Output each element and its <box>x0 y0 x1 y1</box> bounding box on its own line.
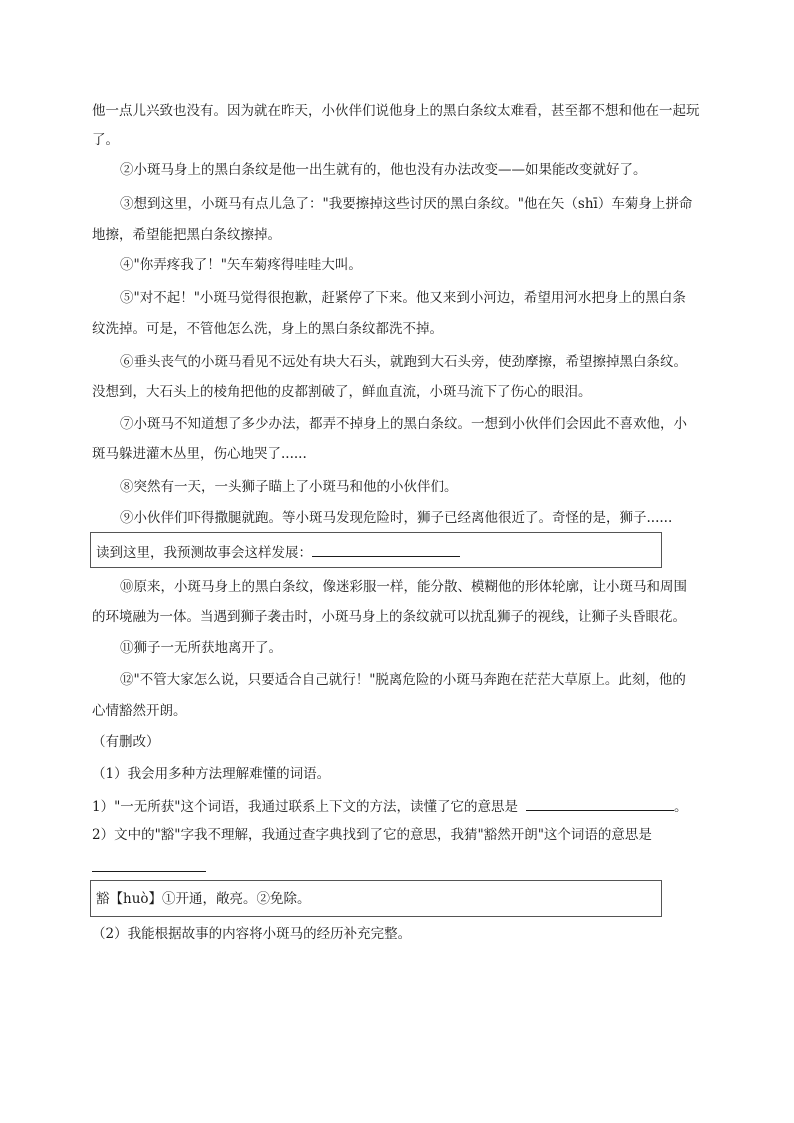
story-paragraph-2: ②小斑马身上的黑白条纹是他一出生就有的，他也没有办法改变——如果能改变就好了。 <box>120 162 647 178</box>
dictionary-entry: 豁【huò】①开通，敞亮。②免除。 <box>96 891 311 907</box>
story-paragraph-10-line-1: ⑩原来，小斑马身上的黑白条纹，像迷彩服一样，能分散、模糊他的形体轮廓，让小斑马和周围 <box>120 579 687 595</box>
story-paragraph-7-line-1: ⑦小斑马不知道想了多少办法，都弄不掉身上的黑白条纹。一想到小伙伴们会因此不喜欢他，小 <box>120 416 687 432</box>
question-1-2: 2）文中的"豁"字我不理解，我通过查字典找到了它的意思，我猜"豁然开朗"这个词语的意思是 <box>92 827 652 843</box>
story-paragraph-9: ⑨小伙伴们吓得撒腿就跑。等小斑马发现危险时，狮子已经离他很近了。奇怪的是，狮子...... <box>120 510 673 526</box>
dictionary-box <box>90 880 662 917</box>
story-paragraph-3-line-2: 地擦，希望能把黑白条纹擦掉。 <box>92 227 281 243</box>
story-paragraph-4: ④"你弄疼我了！"矢车菊疼得哇哇大叫。 <box>120 257 362 273</box>
prediction-answer-blank[interactable] <box>312 542 460 557</box>
question-1-2-answer-blank[interactable] <box>92 871 206 872</box>
story-paragraph-6-line-1: ⑥垂头丧气的小斑马看见不远处有块大石头，就跑到大石头旁，使劲摩擦，希望擦掉黑白条纹。 <box>120 354 687 370</box>
story-paragraph-12-line-2: 心情豁然开朗。 <box>92 703 187 719</box>
story-paragraph-11: ⑪狮子一无所获地离开了。 <box>120 640 282 656</box>
story-paragraph-intro-line-1: 他一点儿兴致也没有。因为就在昨天，小伙伴们说他身上的黑白条纹太难看，甚至都不想和他在一起玩 <box>92 103 700 119</box>
story-paragraph-12-line-1: ⑫"不管大家怎么说，只要适合自己就行！"脱离危险的小斑马奔跑在茫茫大草原上。此刻，他的 <box>120 672 686 688</box>
question-1-1-period: 。 <box>674 799 688 815</box>
question-1-1-text: 1）"一无所获"这个词语，我通过联系上下文的方法，读懂了它的意思是 <box>92 799 519 815</box>
story-paragraph-3-line-1: ③想到这里，小斑马有点儿急了："我要擦掉这些讨厌的黑白条纹。"他在矢（shī）车菊身上拼命 <box>120 196 693 212</box>
question-1-1-answer-blank[interactable] <box>526 796 674 811</box>
story-paragraph-7-line-2: 斑马躲进灌木丛里，伤心地哭了...... <box>92 446 307 462</box>
story-paragraph-5-line-1: ⑤"对不起！"小斑马觉得很抱歉，赶紧停了下来。他又来到小河边，希望用河水把身上的黑白条 <box>120 290 686 306</box>
question-1-1 <box>92 796 688 816</box>
question-2: （2）我能根据故事的内容将小斑马的经历补充完整。 <box>92 926 412 942</box>
prediction-box <box>90 532 662 568</box>
question-1: （1）我会用多种方法理解难懂的词语。 <box>92 766 331 782</box>
story-paragraph-6-line-2: 没想到，大石头上的棱角把他的皮都割破了，鲜血直流，小斑马流下了伤心的眼泪。 <box>92 384 592 400</box>
story-paragraph-10-line-2: 的环境融为一体。当遇到狮子袭击时，小斑马身上的条纹就可以扰乱狮子的视线，让狮子头昏眼花。 <box>92 609 686 625</box>
prediction-prompt: 读到这里，我预测故事会这样发展： <box>96 545 312 561</box>
story-paragraph-8: ⑧突然有一天，一头狮子瞄上了小斑马和他的小伙伴们。 <box>120 479 458 495</box>
source-note: （有删改） <box>92 734 160 750</box>
story-paragraph-intro-line-2: 了。 <box>92 132 119 148</box>
story-paragraph-5-line-2: 纹洗掉。可是，不管他怎么洗，身上的黑白条纹都洗不掉。 <box>92 321 443 337</box>
